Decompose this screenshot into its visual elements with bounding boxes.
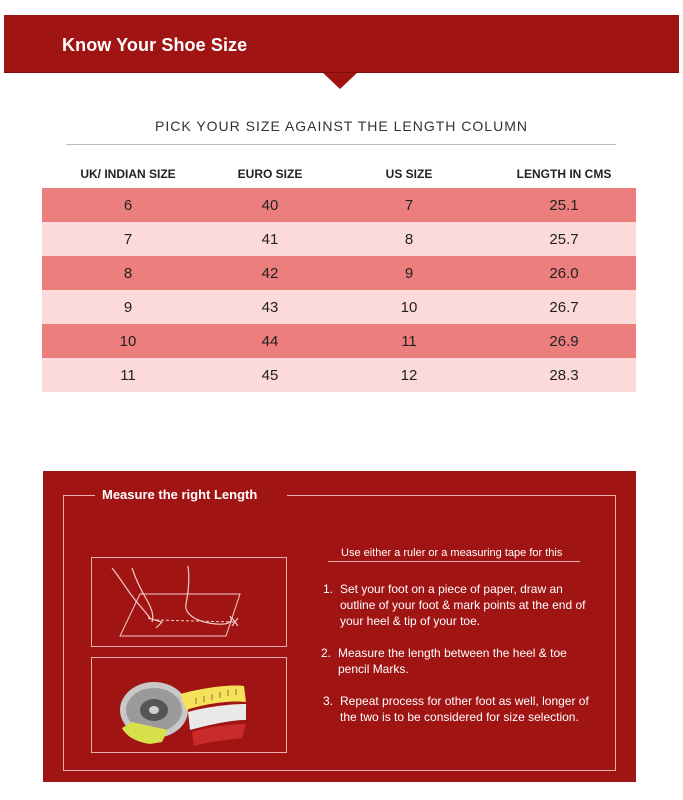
column-header-euro: EURO SIZE (237, 167, 303, 181)
table-cell: 40 (261, 196, 279, 214)
table-cell: 41 (261, 230, 279, 248)
column-header-us: US SIZE (385, 167, 433, 181)
table-cell: 25.1 (549, 196, 579, 214)
measure-instructions-panel (43, 471, 636, 782)
step-number: 1. (323, 582, 334, 596)
table-row (42, 290, 636, 324)
column-header-length: LENGTH IN CMS (516, 167, 612, 181)
measure-intro-text: Use either a ruler or a measuring tape for this (341, 547, 563, 559)
column-header-uk-indian: UK/ INDIAN SIZE (80, 167, 176, 181)
table-cell: 26.0 (549, 264, 579, 282)
table-cell: 28.3 (549, 366, 579, 384)
size-table (42, 160, 636, 392)
table-row (42, 358, 636, 392)
table-cell: 7 (123, 230, 133, 248)
table-cell: 8 (404, 230, 414, 248)
step-number: 2. (321, 646, 332, 660)
table-cell: 26.7 (549, 298, 579, 316)
table-cell: 44 (261, 332, 279, 350)
table-cell: 42 (261, 264, 279, 282)
table-header-row (42, 160, 636, 188)
table-row (42, 188, 636, 222)
table-cell: 26.9 (549, 332, 579, 350)
table-cell: 25.7 (549, 230, 579, 248)
table-cell: 43 (261, 298, 279, 316)
measuring-tape-icon (91, 657, 287, 753)
table-subtitle: PICK YOUR SIZE AGAINST THE LENGTH COLUMN (155, 118, 528, 134)
table-cell: 12 (400, 366, 418, 384)
table-cell: 9 (123, 298, 133, 316)
table-cell: 10 (400, 298, 418, 316)
table-cell: 9 (404, 264, 414, 282)
table-cell: 8 (123, 264, 133, 282)
intro-underline (328, 561, 580, 562)
table-cell: 6 (123, 196, 133, 214)
page-title: Know Your Shoe Size (62, 35, 248, 55)
instruction-step (323, 693, 595, 725)
page-header (4, 15, 679, 73)
table-cell: 11 (401, 332, 417, 350)
step-number: 3. (323, 694, 334, 708)
instruction-step (323, 581, 595, 629)
header-pointer-arrow (323, 73, 357, 89)
subtitle-divider (66, 144, 616, 145)
table-cell: 10 (119, 332, 137, 350)
table-cell: 11 (120, 366, 136, 384)
table-cell: 45 (261, 366, 279, 384)
frame-top-line-right (287, 495, 616, 496)
table-cell: 7 (404, 196, 414, 214)
step-text: Repeat process for other foot as well, longer of the two is to be considered for size selection. (340, 694, 589, 724)
table-row (42, 324, 636, 358)
measure-section-title: Measure the right Length (102, 487, 258, 502)
table-row (42, 222, 636, 256)
foot-outline-illustration-icon (91, 557, 287, 647)
step-text: Set your foot on a piece of paper, draw an outline of your foot & mark points at the end of your heel & tip of your toe. (340, 582, 586, 628)
table-row (42, 256, 636, 290)
frame-top-line-left (63, 495, 95, 496)
step-text: Measure the length between the heel & toe pencil Marks. (338, 646, 567, 676)
instruction-step (321, 645, 593, 677)
